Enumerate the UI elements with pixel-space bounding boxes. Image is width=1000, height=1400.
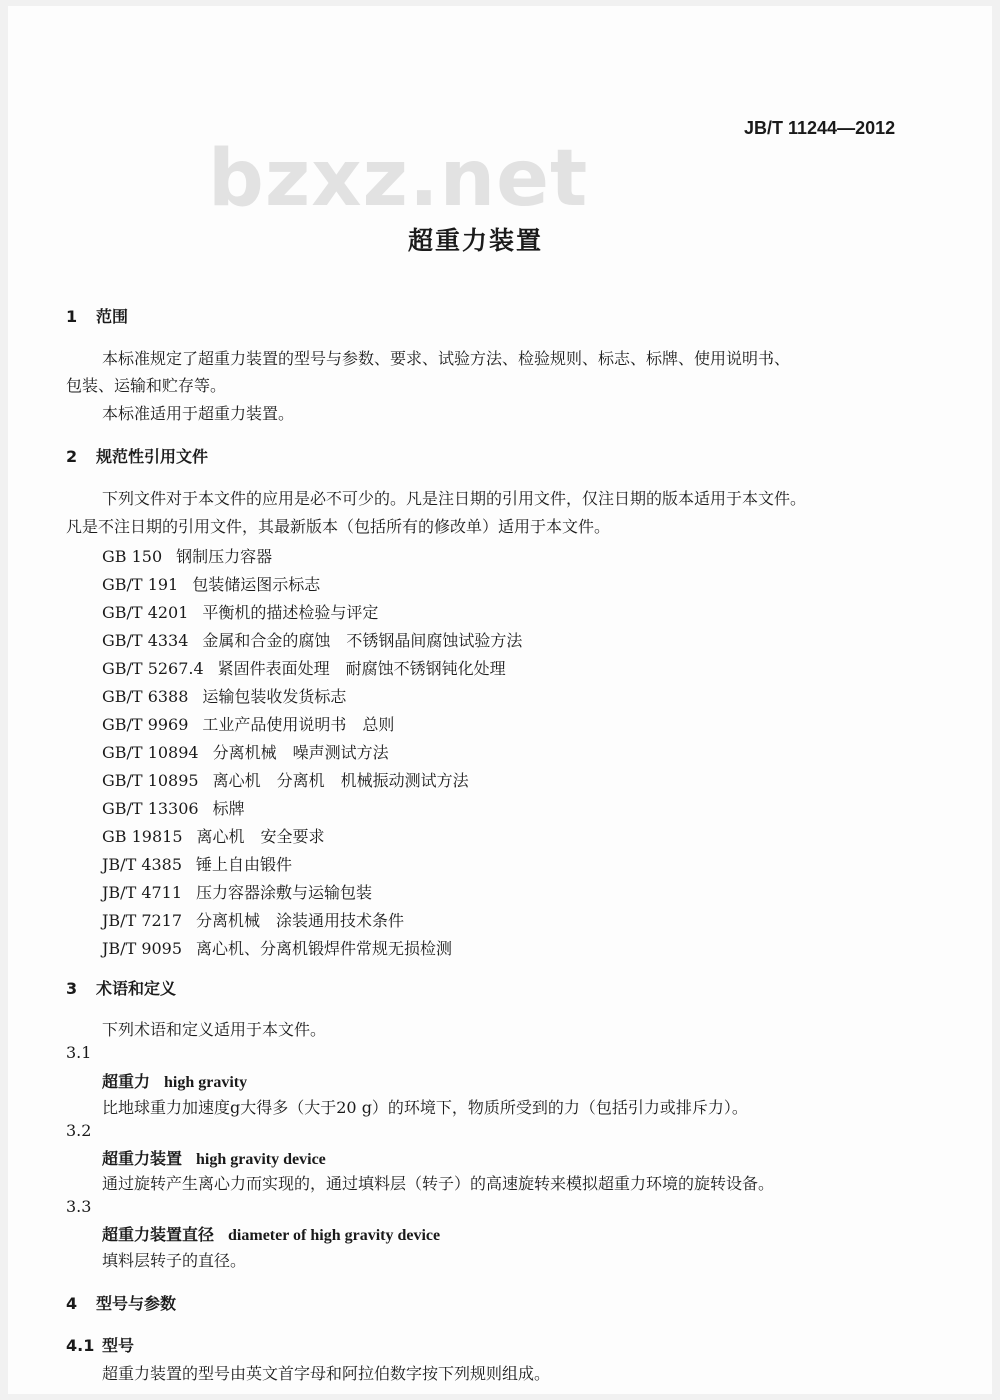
section-title: 型号与参数 <box>96 1294 177 1313</box>
reference-title: 标牌 <box>212 799 245 818</box>
term-3-1 <box>102 1069 247 1092</box>
reference-title: 分离机械 涂装通用技术条件 <box>196 911 405 930</box>
section-1-heading <box>66 304 128 327</box>
term-3-1-definition: 比地球重力加速度g大得多（大于20 g）的环境下，物质所受到的力（包括引力或排斥力）。 <box>102 1098 748 1117</box>
reference-item <box>102 627 522 655</box>
section-1-paragraph-1-line-2: 包装、运输和贮存等。 <box>66 376 227 395</box>
reference-code: GB/T 4334 <box>102 631 189 650</box>
term-english: high gravity device <box>196 1151 326 1168</box>
reference-code: GB/T 5267.4 <box>102 659 204 678</box>
term-3-2-number: 3.2 <box>66 1121 92 1140</box>
reference-code: JB/T 7217 <box>102 911 183 930</box>
reference-item <box>102 683 522 711</box>
reference-item <box>102 795 522 823</box>
reference-title: 紧固件表面处理 耐腐蚀不锈钢钝化处理 <box>217 659 506 678</box>
reference-title: 分离机械 噪声测试方法 <box>212 743 389 762</box>
reference-code: GB/T 4201 <box>102 603 189 622</box>
section-3-intro: 下列术语和定义适用于本文件。 <box>102 1020 327 1039</box>
section-2-intro-line-2: 凡是不注日期的引用文件，其最新版本（包括所有的修改单）适用于本文件。 <box>66 517 611 536</box>
term-3-1-number: 3.1 <box>66 1043 92 1062</box>
section-1-paragraph-2: 本标准适用于超重力装置。 <box>102 404 295 423</box>
reference-code: GB/T 9969 <box>102 715 189 734</box>
reference-title: 包装储运图示标志 <box>192 575 321 594</box>
subsection-4-1-text: 超重力装置的型号由英文首字母和阿拉伯数字按下列规则组成。 <box>102 1364 551 1383</box>
reference-title: 金属和合金的腐蚀 不锈钢晶间腐蚀试验方法 <box>202 631 523 650</box>
reference-title: 离心机 安全要求 <box>196 827 325 846</box>
reference-item <box>102 935 522 963</box>
reference-title: 锤上自由锻件 <box>196 855 293 874</box>
section-title: 范围 <box>96 307 129 326</box>
document-title: 超重力装置 <box>408 226 544 255</box>
reference-code: GB/T 6388 <box>102 687 189 706</box>
section-number: 1 <box>66 307 78 326</box>
reference-code: JB/T 4711 <box>102 883 183 902</box>
reference-item <box>102 571 522 599</box>
reference-item <box>102 739 522 767</box>
section-3-heading <box>66 976 176 999</box>
term-chinese: 超重力装置 <box>102 1149 183 1168</box>
reference-code: GB/T 191 <box>102 575 179 594</box>
reference-item <box>102 655 522 683</box>
reference-title: 工业产品使用说明书 总则 <box>202 715 395 734</box>
term-english: high gravity <box>164 1074 248 1091</box>
section-2-intro-line-1: 下列文件对于本文件的应用是必不可少的。凡是注日期的引用文件，仅注日期的版本适用于本文件。 <box>102 489 807 508</box>
section-2-heading <box>66 444 208 467</box>
reference-code: JB/T 4385 <box>102 855 183 874</box>
reference-item <box>102 879 522 907</box>
reference-item <box>102 767 522 795</box>
subsection-title: 型号 <box>102 1336 135 1355</box>
reference-code: GB/T 10894 <box>102 743 199 762</box>
subsection-number: 4.1 <box>66 1336 95 1355</box>
term-chinese: 超重力 <box>102 1072 151 1091</box>
normative-references-list <box>102 543 522 963</box>
section-number: 3 <box>66 979 78 998</box>
subsection-4-1-heading <box>66 1333 134 1356</box>
watermark: bzxz.net <box>208 134 589 224</box>
reference-title: 运输包装收发货标志 <box>202 687 347 706</box>
reference-item <box>102 907 522 935</box>
section-title: 规范性引用文件 <box>96 447 209 466</box>
reference-title: 压力容器涂敷与运输包装 <box>196 883 373 902</box>
reference-item <box>102 543 522 571</box>
document-id: JB/T 11244—2012 <box>744 118 896 138</box>
reference-code: GB 150 <box>102 547 163 566</box>
reference-item <box>102 851 522 879</box>
reference-item <box>102 599 522 627</box>
term-3-3-number: 3.3 <box>66 1197 92 1216</box>
term-3-2-definition: 通过旋转产生离心力而实现的，通过填料层（转子）的高速旋转来模拟超重力环境的旋转设备。 <box>102 1174 775 1193</box>
section-title: 术语和定义 <box>96 979 177 998</box>
section-4-heading <box>66 1291 176 1314</box>
section-1-paragraph-1-line-1: 本标准规定了超重力装置的型号与参数、要求、试验方法、检验规则、标志、标牌、使用说明书、 <box>102 349 791 368</box>
term-3-3 <box>102 1222 440 1245</box>
reference-code: JB/T 9095 <box>102 939 183 958</box>
reference-title: 离心机 分离机 机械振动测试方法 <box>212 771 469 790</box>
reference-title: 平衡机的描述检验与评定 <box>202 603 379 622</box>
reference-item <box>102 711 522 739</box>
term-3-3-definition: 填料层转子的直径。 <box>102 1251 247 1270</box>
reference-item <box>102 823 522 851</box>
section-number: 2 <box>66 447 78 466</box>
reference-title: 钢制压力容器 <box>176 547 273 566</box>
document-page <box>8 6 992 1394</box>
term-english: diameter of high gravity device <box>228 1227 441 1244</box>
term-chinese: 超重力装置直径 <box>102 1225 215 1244</box>
reference-code: GB/T 13306 <box>102 799 199 818</box>
term-3-2 <box>102 1146 326 1169</box>
section-number: 4 <box>66 1294 78 1313</box>
reference-title: 离心机、分离机锻焊件常规无损检测 <box>196 939 453 958</box>
reference-code: GB 19815 <box>102 827 183 846</box>
reference-code: GB/T 10895 <box>102 771 199 790</box>
